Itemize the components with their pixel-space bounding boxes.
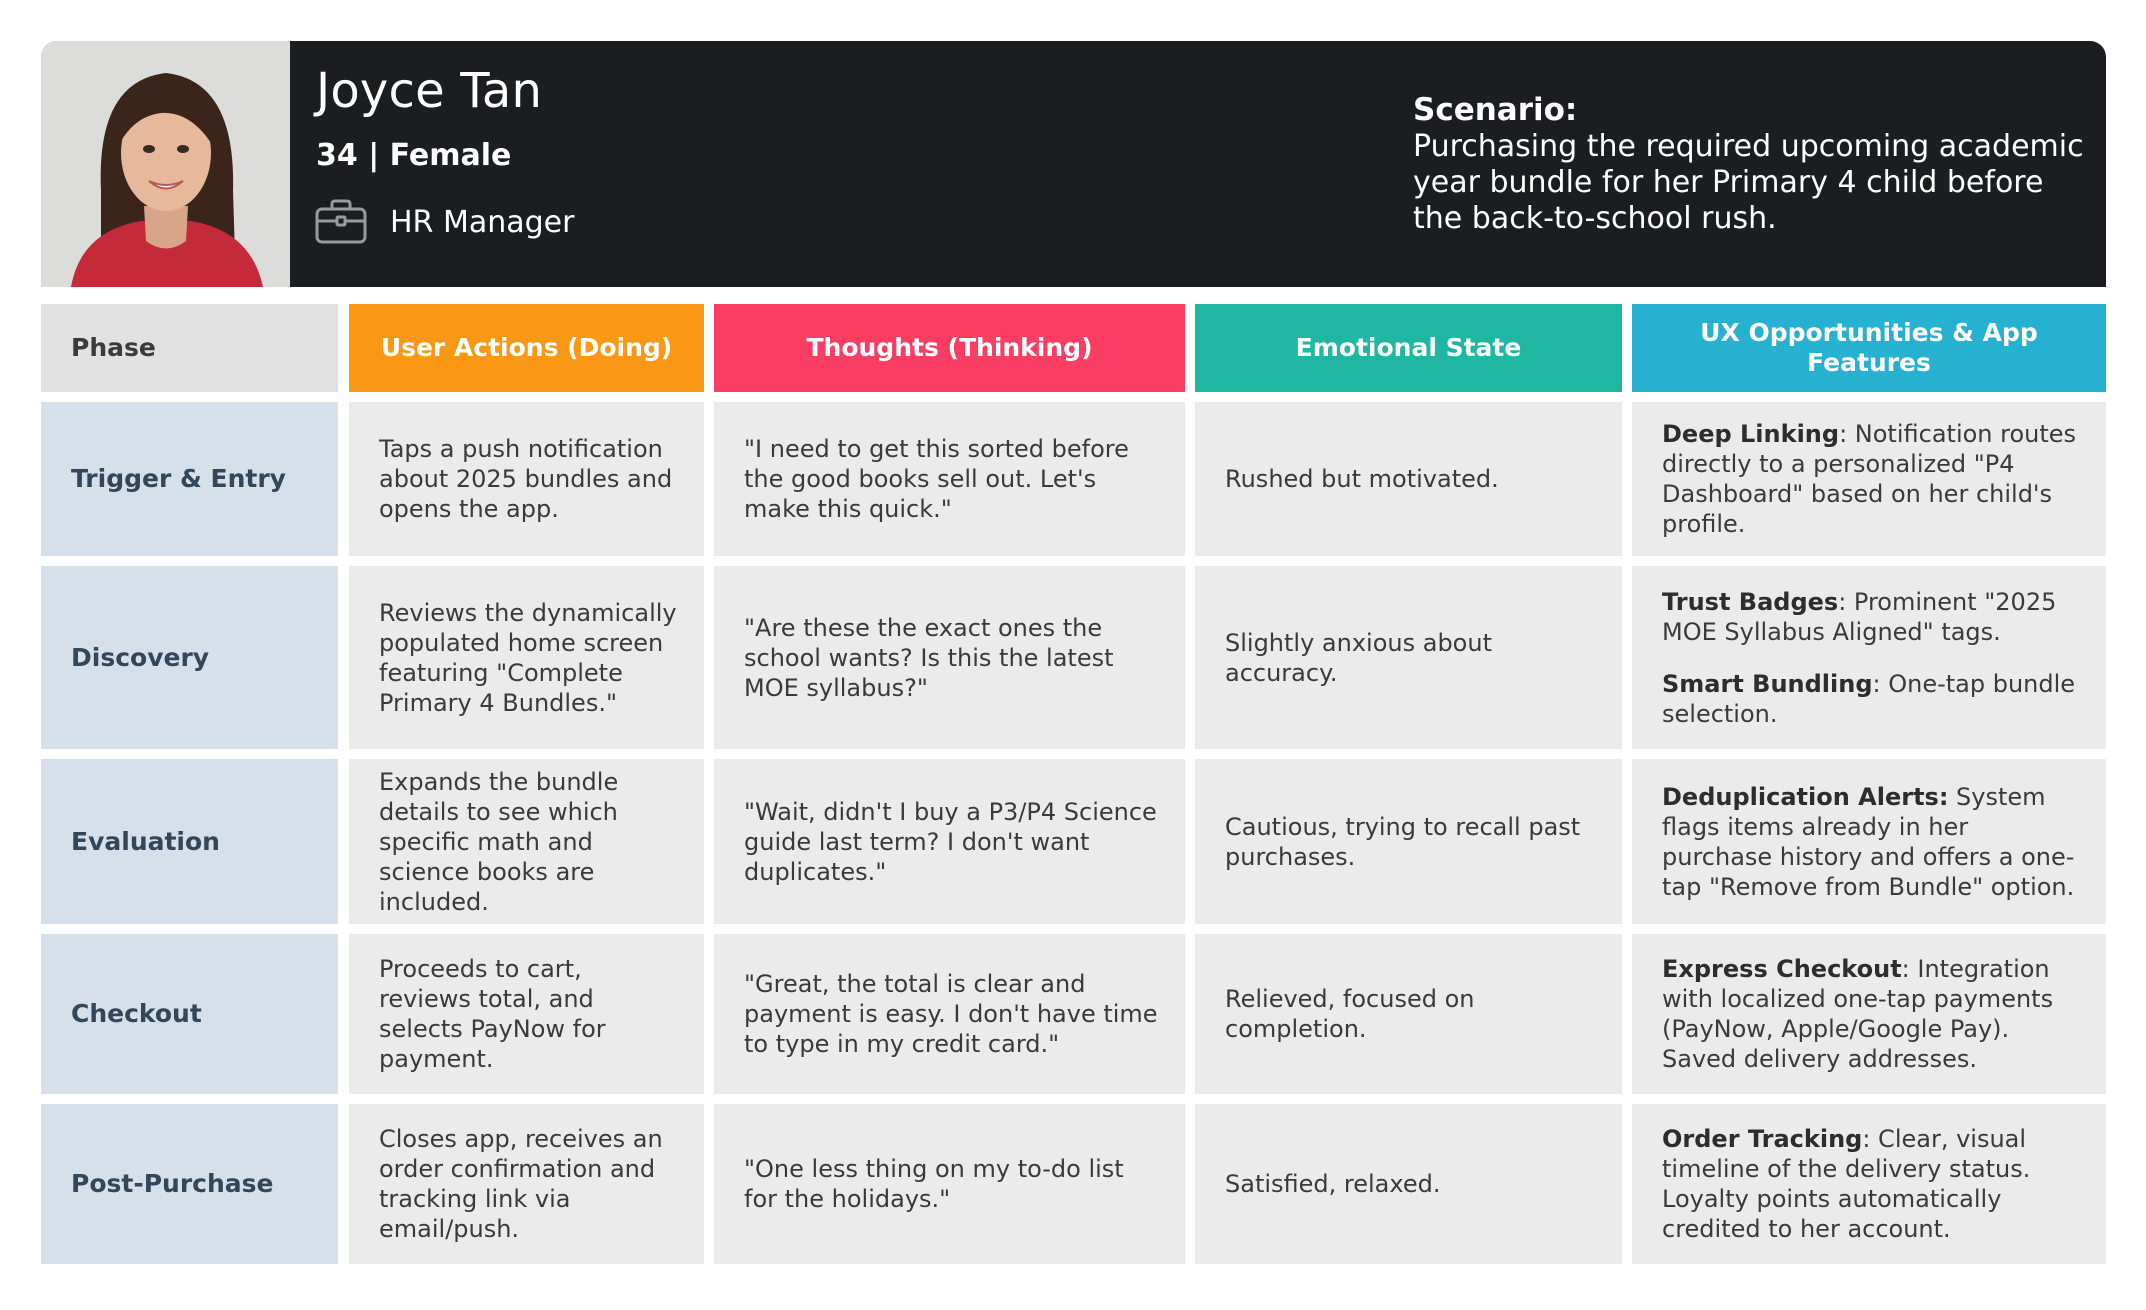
phase-label: Post-Purchase	[71, 1169, 274, 1198]
column-header-doing	[349, 304, 704, 392]
ux-cell	[1632, 402, 2106, 556]
phase-label: Checkout	[71, 999, 202, 1028]
persona-name: Joyce Tan	[316, 63, 543, 119]
emotion-text: Relieved, focused on completion.	[1225, 985, 1475, 1043]
ux-opportunity	[1662, 954, 2082, 1074]
phase-label: Trigger & Entry	[71, 464, 286, 493]
ux-opportunity-title: Express Checkout	[1662, 955, 1902, 983]
emotion-text: Rushed but motivated.	[1225, 465, 1499, 493]
column-header-emotion	[1195, 304, 1622, 392]
doing-cell	[349, 1104, 704, 1264]
ux-opportunity-title: Deduplication Alerts:	[1662, 782, 1949, 811]
ux-opportunity-title: Deep Linking	[1662, 420, 1840, 448]
ux-opportunity-text: : Integration with localized one-tap payments (PayNow, Apple/Google Pay). Saved delivery addresses.	[1662, 955, 2054, 1073]
ux-opportunity-text: : Clear, visual timeline of the delivery status. Loyalty points automatically credited to her account.	[1662, 1125, 2031, 1243]
persona-photo	[41, 41, 290, 287]
ux-opportunity-title: Smart Bundling	[1662, 669, 1873, 698]
thinking-cell	[714, 759, 1185, 924]
doing-cell	[349, 402, 704, 556]
briefcase-icon	[315, 199, 367, 245]
thinking-text: "Great, the total is clear and payment is easy. I don't have time to type in my credit card."	[744, 970, 1158, 1058]
ux-opportunity-title: Trust Badges	[1662, 587, 1839, 616]
emotion-text: Slightly anxious about accuracy.	[1225, 628, 1492, 687]
emotion-cell	[1195, 566, 1622, 749]
doing-text: Proceeds to cart, reviews total, and selects PayNow for payment.	[379, 955, 606, 1073]
doing-text: Taps a push notification about 2025 bundles and opens the app.	[379, 435, 673, 523]
ux-opportunity-text: : Prominent "2025 MOE Syllabus Aligned" tags.	[1662, 587, 2057, 646]
ux-opportunity	[1662, 419, 2082, 539]
doing-text: Expands the bundle details to see which specific math and science books are included.	[379, 767, 619, 916]
ux-opportunity	[1662, 669, 2082, 729]
scenario-block	[1413, 91, 2093, 237]
ux-opportunity	[1662, 782, 2082, 902]
phase-cell	[41, 759, 338, 924]
ux-cell	[1632, 759, 2106, 924]
column-header-thinking	[714, 304, 1185, 392]
phase-cell	[41, 402, 338, 556]
thinking-cell	[714, 1104, 1185, 1264]
portrait-image	[41, 41, 290, 287]
thinking-text: "One less thing on my to-do list for the holidays."	[744, 1155, 1124, 1213]
column-header-emotion-label: Emotional State	[1295, 333, 1522, 362]
persona-demographics: 34 | Female	[316, 138, 512, 173]
column-header-thinking-label: Thoughts (Thinking)	[806, 333, 1093, 362]
ux-opportunity	[1662, 1124, 2082, 1244]
phase-cell	[41, 934, 338, 1094]
ux-opportunity-title: Order Tracking	[1662, 1125, 1863, 1153]
scenario-text: Purchasing the required upcoming academic year bundle for her Primary 4 child before the back-to-school rush.	[1413, 129, 2084, 236]
persona-occupation: HR Manager	[390, 205, 575, 240]
column-header-ux	[1632, 304, 2106, 392]
phase-cell	[41, 566, 338, 749]
journey-map-table	[41, 304, 2106, 1264]
ux-cell	[1632, 566, 2106, 749]
thinking-cell	[714, 566, 1185, 749]
ux-opportunity-text: System flags items already in her purchase history and offers a one-tap "Remove from Bundle" option.	[1662, 782, 2075, 901]
ux-opportunity	[1662, 587, 2082, 647]
ux-opportunity-text: : Notification routes directly to a personalized "P4 Dashboard" based on her child's profile.	[1662, 420, 2077, 538]
scenario-label: Scenario:	[1413, 92, 1578, 128]
phase-label: Evaluation	[71, 826, 220, 856]
persona-header	[41, 41, 2106, 287]
doing-cell	[349, 759, 704, 924]
thinking-cell	[714, 402, 1185, 556]
thinking-text: "Are these the exact ones the school wants? Is this the latest MOE syllabus?"	[744, 613, 1114, 702]
emotion-cell	[1195, 402, 1622, 556]
thinking-cell	[714, 934, 1185, 1094]
doing-cell	[349, 934, 704, 1094]
thinking-text: "I need to get this sorted before the good books sell out. Let's make this quick."	[744, 435, 1129, 523]
phase-label: Discovery	[71, 642, 210, 672]
emotion-cell	[1195, 934, 1622, 1094]
emotion-text: Satisfied, relaxed.	[1225, 1170, 1441, 1198]
column-header-phase	[41, 304, 338, 392]
ux-cell	[1632, 934, 2106, 1094]
emotion-cell	[1195, 1104, 1622, 1264]
emotion-text: Cautious, trying to recall past purchases.	[1225, 812, 1581, 871]
column-header-phase-label: Phase	[71, 333, 156, 362]
doing-text: Closes app, receives an order confirmation and tracking link via email/push.	[379, 1125, 663, 1243]
column-header-ux-label: UX Opportunities & App Features	[1700, 318, 2038, 377]
column-header-doing-label: User Actions (Doing)	[380, 333, 673, 362]
emotion-cell	[1195, 759, 1622, 924]
ux-cell	[1632, 1104, 2106, 1264]
thinking-text: "Wait, didn't I buy a P3/P4 Science guide last term? I don't want duplicates."	[744, 797, 1157, 886]
ux-opportunity-text: : One-tap bundle selection.	[1662, 669, 2076, 728]
phase-cell	[41, 1104, 338, 1264]
doing-cell	[349, 566, 704, 749]
doing-text: Reviews the dynamically populated home screen featuring "Complete Primary 4 Bundles."	[379, 598, 677, 717]
